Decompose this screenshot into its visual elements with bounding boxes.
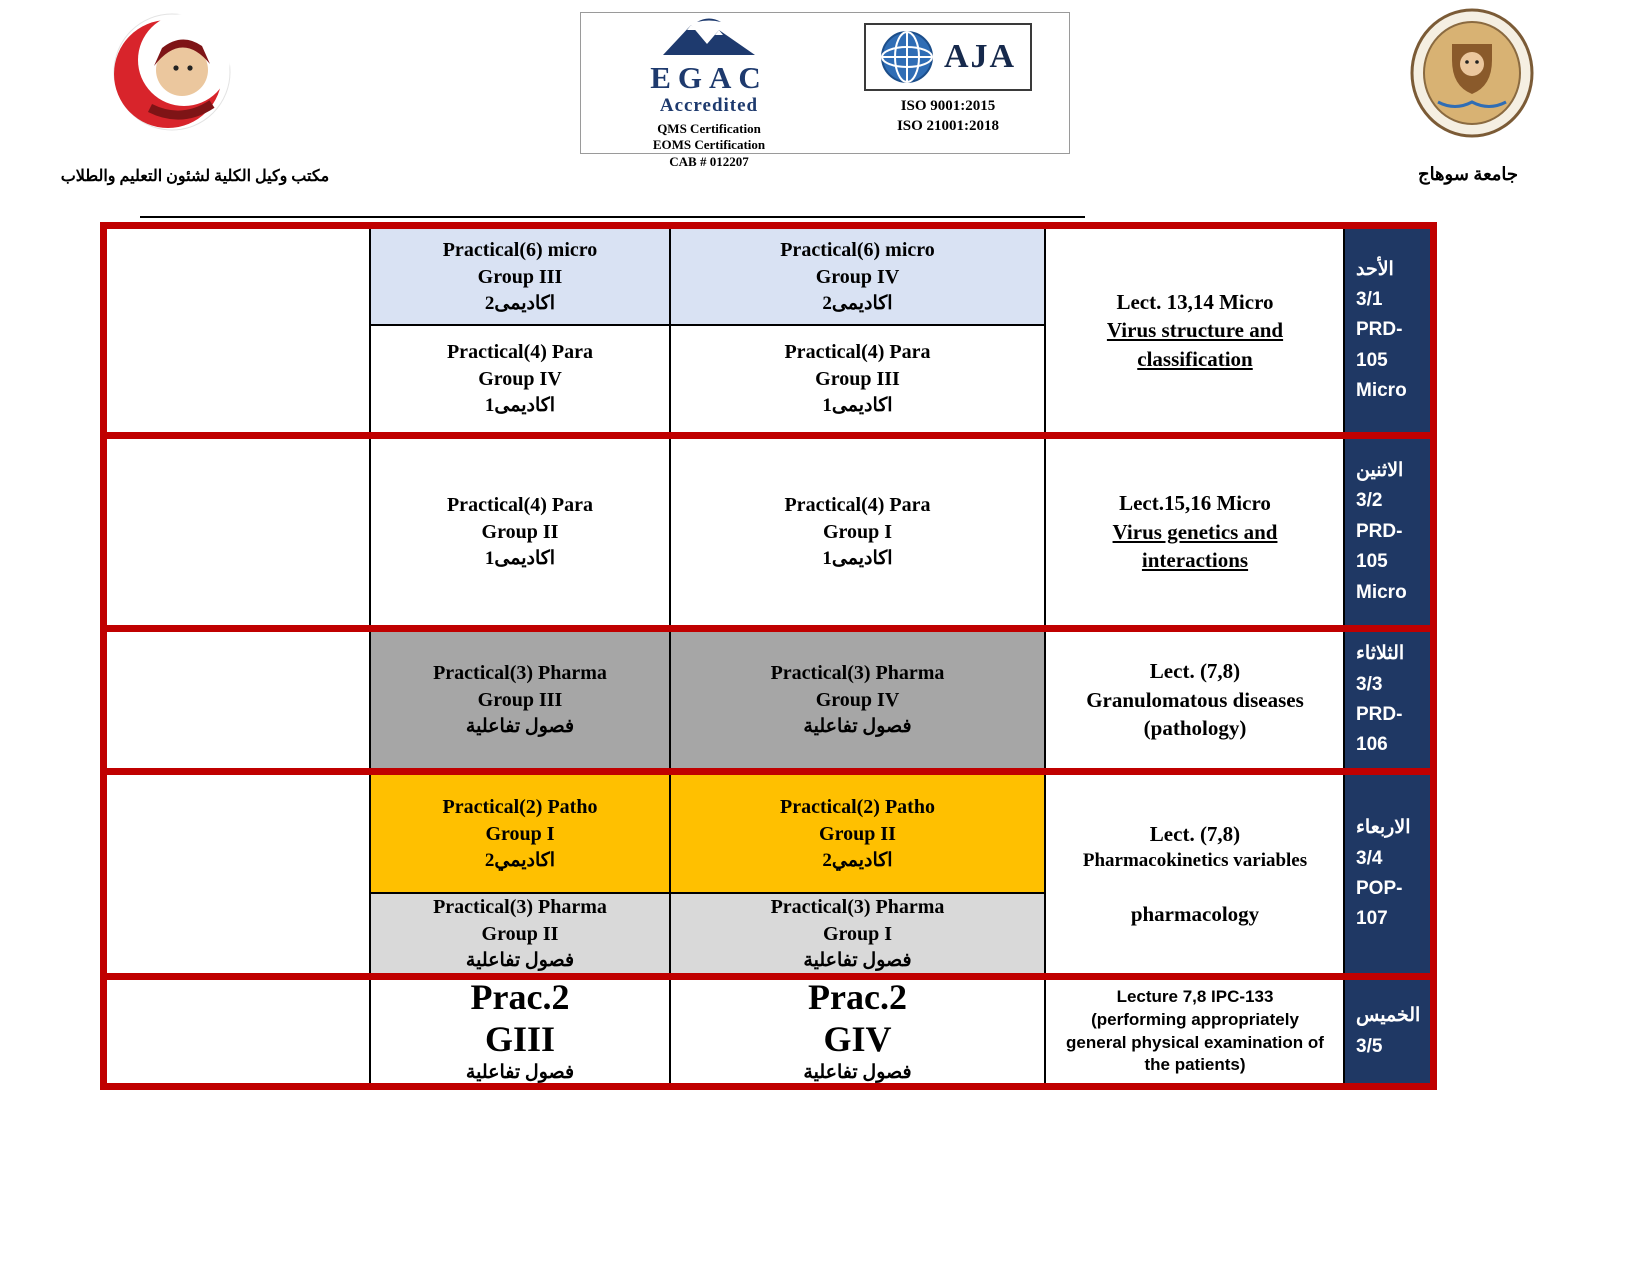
empty-time-column <box>107 229 369 1083</box>
practical-cell-tue-left <box>370 632 670 768</box>
lecture-subject: pharmacology <box>1130 901 1260 926</box>
practical-course: Practical(6) micro <box>780 238 935 261</box>
practical-mode: فصول تفاعلية <box>803 716 912 738</box>
aja-name: AJA <box>943 38 1017 75</box>
practical-group: Group I <box>822 521 893 544</box>
practical-cell-sun-bot-mid <box>670 326 1045 432</box>
table-border-bottom <box>100 1083 1437 1090</box>
practical-mode: اكاديمى1 <box>484 395 556 417</box>
practical-cell-wed-top-left <box>370 775 670 892</box>
practical-cell-wed-top-mid <box>670 775 1045 892</box>
aja-logo <box>843 23 1053 136</box>
practical-mode: اكاديمى1 <box>484 548 556 570</box>
aja-iso-line-1: ISO 9001:2015 <box>900 98 996 114</box>
practical-group: GIV <box>823 1018 892 1059</box>
university-name-label: جامعة سوهاج <box>1417 164 1519 184</box>
egac-cert-line-1: QMS Certification <box>657 120 761 136</box>
table-border-top <box>100 222 1437 229</box>
day-room: 106 <box>1356 734 1388 756</box>
day-date: 3/2 <box>1356 490 1383 512</box>
day-cell-monday <box>1345 439 1430 625</box>
lecture-topic: (pathology) <box>1143 716 1247 741</box>
day-date: 3/3 <box>1356 673 1383 695</box>
practical-course: Practical(2) Patho <box>780 795 935 818</box>
day-date: 3/4 <box>1356 847 1383 869</box>
lecture-topic: the patients) <box>1144 1055 1246 1075</box>
practical-mode: فصول تفاعلية <box>465 1062 575 1084</box>
day-room: PRD- <box>1356 704 1403 725</box>
lecture-topic: Granulomatous diseases <box>1086 687 1304 712</box>
practical-mode: اكاديمى2 <box>822 292 893 314</box>
lecture-cell-wednesday <box>1045 775 1345 973</box>
practical-course: Practical(4) Para <box>784 494 931 517</box>
practical-mode: فصول تفاعلية <box>465 716 575 738</box>
practical-course: Practical(3) Pharma <box>770 662 945 685</box>
egac-cert-line-2: EOMS Certification <box>652 137 766 153</box>
practical-group: Group IV <box>815 265 900 288</box>
day-name: الاثنين <box>1356 460 1404 482</box>
day-cell-tuesday <box>1345 632 1430 768</box>
faculty-logo <box>92 8 252 140</box>
practical-group: Group IV <box>478 368 562 391</box>
practical-cell-thu-mid <box>670 977 1045 1084</box>
day-name: الثلاثاء <box>1356 643 1405 665</box>
lecture-title: Lect. 13,14 Micro <box>1116 289 1274 314</box>
day-name: الخميس <box>1356 1005 1421 1027</box>
day-cell-wednesday <box>1345 775 1430 973</box>
practical-course: Practical(4) Para <box>446 341 594 364</box>
practical-mode: فصول تفاعلية <box>465 949 575 971</box>
practical-group: Group I <box>485 822 555 845</box>
table-border-left <box>100 222 107 1090</box>
day-date: 3/5 <box>1356 1035 1383 1057</box>
practical-cell-thu-left <box>370 977 670 1084</box>
table-border-right <box>1430 222 1437 1090</box>
practical-mode: اكاديمي2 <box>484 849 556 871</box>
practical-course: Practical(3) Pharma <box>770 895 945 918</box>
practical-cell-tue-mid <box>670 632 1045 768</box>
aja-iso-line-2: ISO 21001:2018 <box>896 117 1000 134</box>
lecture-cell-sunday <box>1045 229 1345 432</box>
practical-course: Prac.2 <box>808 977 907 1018</box>
lecture-cell-thursday <box>1045 980 1345 1083</box>
practical-group: Group II <box>481 922 559 945</box>
day-room: PRD- <box>1356 319 1403 341</box>
day-room: PRD- <box>1356 520 1403 542</box>
day-room: Micro <box>1356 380 1407 402</box>
day-cell-sunday <box>1345 229 1430 432</box>
practical-group: Group III <box>815 368 900 391</box>
practical-cell-sun-top-mid <box>670 229 1045 324</box>
egac-cert-line-3: CAB # 012207 <box>669 154 749 170</box>
day-room: POP- <box>1356 878 1403 899</box>
timetable <box>100 222 1437 1090</box>
lecture-title: Lect.15,16 Micro <box>1119 491 1271 516</box>
day-cell-thursday <box>1345 980 1430 1083</box>
practical-group: Group II <box>481 521 559 544</box>
lecture-topic: general physical examination of <box>1066 1032 1324 1052</box>
practical-cell-sun-top-left <box>370 229 670 324</box>
day-room: 107 <box>1356 908 1388 930</box>
practical-cell-sun-bot-left <box>370 326 670 432</box>
practical-course: Practical(2) Patho <box>442 795 598 818</box>
lecture-title: Lect. (7,8) <box>1149 659 1241 684</box>
practical-course: Practical(4) Para <box>446 494 594 517</box>
lecture-cell-monday <box>1045 439 1345 625</box>
practical-group: Group I <box>822 922 893 945</box>
practical-course: Practical(6) micro <box>442 238 598 261</box>
practical-mode: فصول تفاعلية <box>803 1062 912 1084</box>
day-name: الأحد <box>1356 258 1394 280</box>
lecture-topic: Pharmacokinetics variables <box>1082 850 1308 872</box>
lecture-topic: classification <box>1137 346 1253 371</box>
practical-group: Group III <box>477 265 563 288</box>
lecture-topic: Virus genetics and <box>1112 519 1278 544</box>
lecture-cell-tuesday <box>1045 632 1345 768</box>
day-room: Micro <box>1356 581 1407 603</box>
lecture-topic: (performing appropriately <box>1091 1009 1299 1029</box>
aja-badge <box>864 23 1032 91</box>
day-name: الاربعاء <box>1356 817 1411 839</box>
practical-group: GIII <box>484 1018 556 1059</box>
accreditation-box <box>580 12 1070 170</box>
day-date: 3/1 <box>1356 288 1383 310</box>
university-logo <box>1408 6 1536 140</box>
practical-group: Group III <box>477 689 563 712</box>
practical-cell-mon-mid <box>670 439 1045 625</box>
practical-mode: اكاديمي2 <box>822 849 893 871</box>
practical-mode: اكاديمى2 <box>484 292 556 314</box>
practical-cell-wed-bot-mid <box>670 894 1045 973</box>
practical-mode: فصول تفاعلية <box>803 949 912 971</box>
egac-logo <box>599 17 819 171</box>
header-divider <box>140 216 1085 218</box>
egac-name: EGAC <box>650 60 768 95</box>
practical-course: Prac.2 <box>470 977 570 1018</box>
practical-mode: اكاديمى1 <box>822 548 893 570</box>
practical-group: Group II <box>819 822 896 845</box>
egac-mountain-icon <box>657 17 761 57</box>
lecture-topic: Virus structure and <box>1106 318 1284 343</box>
day-room: 105 <box>1356 551 1388 573</box>
practical-cell-wed-bot-left <box>370 894 670 973</box>
aja-globe-icon <box>880 30 934 84</box>
day-room: 105 <box>1356 349 1388 371</box>
practical-course: Practical(4) Para <box>784 341 931 364</box>
practical-group: Group IV <box>815 689 900 712</box>
practical-mode: اكاديمى1 <box>822 395 893 417</box>
vice-dean-office-label: مكتب وكيل الكلية لشئون التعليم والطلاب <box>60 168 330 185</box>
egac-accredited-label: Accredited <box>659 94 759 116</box>
lecture-title: Lecture 7,8 IPC-133 <box>1116 986 1274 1006</box>
practical-course: Practical(3) Pharma <box>433 662 607 685</box>
lecture-title: Lect. (7,8) <box>1149 821 1241 846</box>
practical-cell-mon-left <box>370 439 670 625</box>
practical-course: Practical(3) Pharma <box>433 895 607 918</box>
lecture-topic: interactions <box>1141 548 1249 573</box>
